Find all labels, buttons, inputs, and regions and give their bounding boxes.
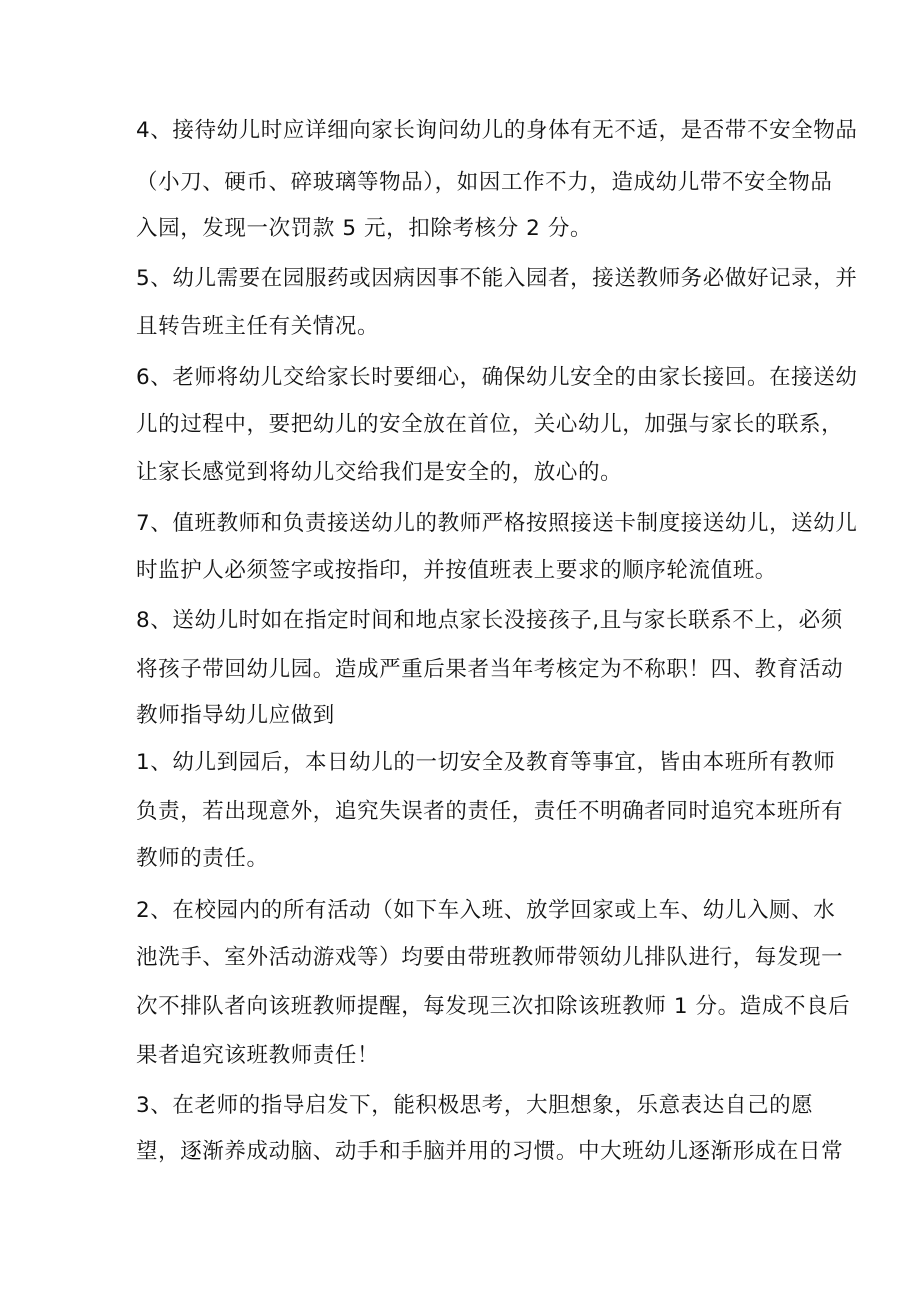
- text-line: 且转告班主任有关情况。: [136, 314, 380, 339]
- text-line: 入园，发现一次罚款 5 元，扣除考核分 2 分。: [136, 216, 593, 241]
- text-line: 3、在老师的指导启发下，能积极思考，大胆想象，乐意表达自己的愿: [136, 1093, 814, 1118]
- text-line: 7、值班教师和负责接送幼儿的教师严格按照接送卡制度接送幼儿，送幼儿: [136, 511, 858, 536]
- text-line: 5、幼儿需要在园服药或因病因事不能入园者，接送教师务必做好记录，并: [136, 266, 858, 291]
- text-line: 次不排队者向该班教师提醒，每发现三次扣除该班教师 1 分。造成不良后: [136, 994, 851, 1019]
- text-line: 1、幼儿到园后，本日幼儿的一切安全及教育等事宜，皆由本班所有教师: [136, 750, 836, 775]
- text-line: 2、在校园内的所有活动（如下车入班、放学回家或上车、幼儿入厕、水: [136, 898, 836, 923]
- text-line: 时监护人必须签字或按指印，并按值班表上要求的顺序轮流值班。: [136, 558, 777, 583]
- text-line: 教师的责任。: [136, 846, 269, 871]
- text-line: 6、老师将幼儿交给家长时要细心，确保幼儿安全的由家长接回。在接送幼: [136, 365, 858, 390]
- text-line: 4、接待幼儿时应详细向家长询问幼儿的身体有无不适，是否带不安全物品: [136, 118, 858, 143]
- text-line: 将孩子带回幼儿园。造成严重后果者当年考核定为不称职！四、教育活动: [136, 657, 844, 682]
- text-line: 让家长感觉到将幼儿交给我们是安全的，放心的。: [136, 460, 623, 485]
- text-line: 果者追究该班教师责任！: [136, 1043, 380, 1068]
- text-line: 望，逐渐养成动脑、动手和手脑并用的习惯。中大班幼儿逐渐形成在日常: [136, 1139, 844, 1164]
- text-line: 池洗手、室外活动游戏等）均要由带班教师带领幼儿排队进行，每发现一: [136, 945, 844, 970]
- text-line: （小刀、硬币、碎玻璃等物品），如因工作不力，造成幼儿带不安全物品: [136, 170, 833, 195]
- text-line: 儿的过程中，要把幼儿的安全放在首位，关心幼儿，加强与家长的联系，: [136, 412, 844, 437]
- text-line: 教师指导幼儿应做到: [136, 703, 335, 728]
- text-line: 负责，若出现意外，追究失误者的责任，责任不明确者同时追究本班所有: [136, 799, 844, 824]
- text-line: 8、送幼儿时如在指定时间和地点家长没接孩子,且与家长联系不上，必须: [136, 608, 843, 633]
